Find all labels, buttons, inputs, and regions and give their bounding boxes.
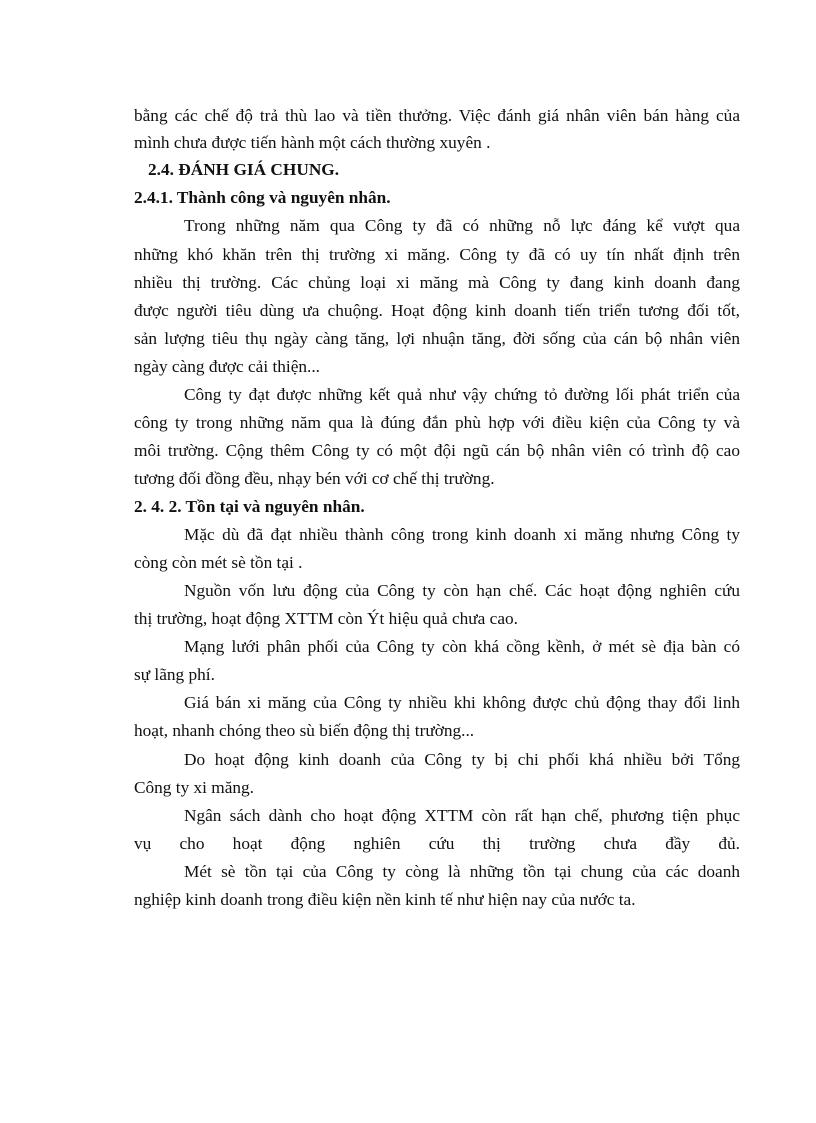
section-heading: 2.4. ĐÁNH GIÁ CHUNG. [148,160,340,179]
body-line: công ty trong những năm qua là đúng đắn phù hợp với điều kiện của Công ty và [134,413,740,432]
subsection-heading: 2.4.1. Thành công và nguyên nhân. [134,188,391,207]
body-line: sản lượng tiêu thụ ngày càng tăng, lợi nhuận tăng, đời sống của cán bộ nhân viên [134,329,740,348]
body-line: nhiều thị trường. Các chủng loại xi măng mà Công ty đang kinh doanh đang [134,273,740,292]
body-line: mình chưa được tiến hành một cách thường xuyên . [134,133,491,152]
body-line: hoạt, nhanh chóng theo sù biến động thị trường... [134,721,475,740]
body-line: Mét sè tồn tại của Công ty còng là những tồn tại chung của các doanh [184,862,740,881]
body-line: Mặc dù đã đạt nhiều thành công trong kinh doanh xi măng nhưng Công ty [184,525,740,544]
body-line: thị trường, hoạt động XTTM còn Ýt hiệu quả chưa cao. [134,609,518,628]
body-line: Ngân sách dành cho hoạt động XTTM còn rất hạn chế, phương tiện phục [184,806,740,825]
body-line: Mạng lưới phân phối của Công ty còn khá cồng kềnh, ở mét sè địa bàn có [184,637,740,656]
body-line: bằng các chế độ trả thù lao và tiền thưởng. Việc đánh giá nhân viên bán hàng của [134,106,740,125]
body-line: Công ty xi măng. [134,778,255,797]
body-line: tương đối đồng đều, nhạy bén với cơ chế thị trường. [134,469,495,488]
body-line: môi trường. Cộng thêm Công ty có một đội ngũ cán bộ nhân viên có trình độ cao [134,441,740,460]
body-line: Giá bán xi măng của Công ty nhiều khi không được chủ động thay đổi linh [184,693,740,712]
body-line: còng còn mét sè tồn tại . [134,553,303,572]
body-line: nghiệp kinh doanh trong điều kiện nền kinh tế như hiện nay của nước ta. [134,890,636,909]
body-line: sự lãng phí. [134,665,215,684]
body-line: ngày càng được cải thiện... [134,357,320,376]
body-line: vụ cho hoạt động nghiên cứu thị trường chưa đầy đủ. [134,834,740,853]
subsection-heading: 2. 4. 2. Tồn tại và nguyên nhân. [134,497,365,516]
body-line: Trong những năm qua Công ty đã có những nỗ lực đáng kể vượt qua [184,216,740,235]
body-line: những khó khăn trên thị trường xi măng. Công ty đã có uy tín nhất định trên [134,245,740,264]
body-line: Do hoạt động kinh doanh của Công ty bị chi phối khá nhiều bởi Tổng [184,750,740,769]
body-line: Nguồn vốn lưu động của Công ty còn hạn chế. Các hoạt động nghiên cứu [184,581,740,600]
body-line: được người tiêu dùng ưa chuộng. Hoạt động kinh doanh tiến triển tương đối tốt, [134,301,740,320]
body-line: Công ty đạt được những kết quả như vậy chứng tỏ đường lối phát triển của [184,385,740,404]
